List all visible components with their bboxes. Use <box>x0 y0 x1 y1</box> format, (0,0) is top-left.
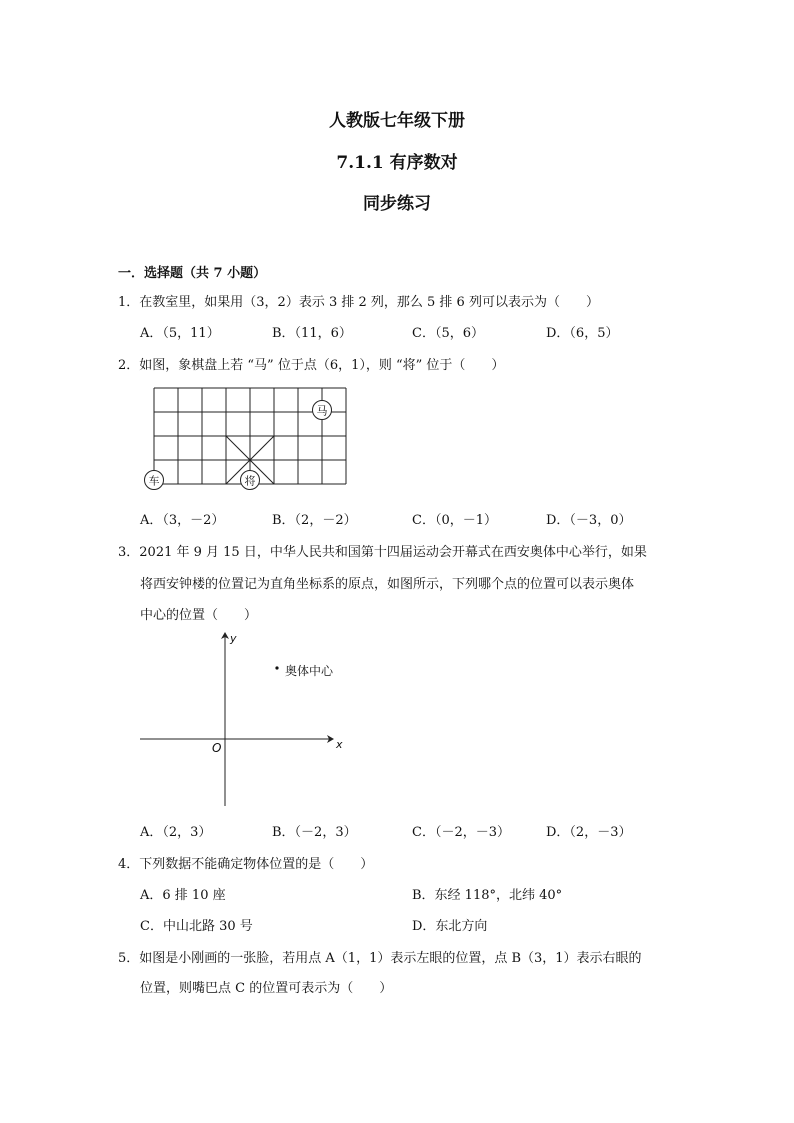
piece-jiang <box>241 471 260 490</box>
question-3-option-b: B．（－2，3） <box>272 825 357 840</box>
question-3-option-d: D．（2，－3） <box>546 825 632 840</box>
question-4-option-b: B．东经 118°，北纬 40° <box>412 888 563 903</box>
question-2-stem: 2．如图，象棋盘上若 “马” 位于点（6，1），则 “将” 位于（ ） <box>118 358 505 373</box>
section-heading: 一．选择题（共 7 小题） <box>118 266 267 281</box>
question-2-option-d: D．（－3，0） <box>546 513 632 528</box>
page-subtitle: 7.1.1 有序数对 <box>336 153 458 173</box>
question-3-stem-line3: 中心的位置（ ） <box>140 608 258 623</box>
question-2-option-c: C．（0，－1） <box>412 513 497 528</box>
question-2-option-b: B．（2，－2） <box>272 513 357 528</box>
question-4-stem: 4．下列数据不能确定物体位置的是（ ） <box>118 857 374 872</box>
page-title: 人教版七年级下册 <box>329 111 465 131</box>
question-1-option-d: D．（6，5） <box>546 326 619 341</box>
svg-text:车: 车 <box>148 474 160 488</box>
svg-text:马: 马 <box>316 404 328 418</box>
svg-text:将: 将 <box>244 474 256 488</box>
question-5-stem-line2: 位置，则嘴巴点 C 的位置可表示为（ ） <box>140 981 393 996</box>
question-4-option-c: C．中山北路 30 号 <box>140 919 253 934</box>
question-3-stem-line2: 将西安钟楼的位置记为直角坐标系的原点，如图所示，下列哪个点的位置可以表示奥体 <box>140 577 635 592</box>
y-axis-label: y <box>230 632 237 645</box>
origin-label: O <box>212 741 222 755</box>
question-5-stem-line1: 5．如图是小刚画的一张脸，若用点 A（1，1）表示左眼的位置，点 B（3，1）表示右眼的 <box>118 951 642 966</box>
question-3-option-a: A．（2，3） <box>140 825 212 840</box>
piece-che <box>145 471 164 490</box>
point-label: 奥体中心 <box>285 664 334 678</box>
x-axis-label: x <box>336 738 343 751</box>
question-4-option-a: A．6 排 10 座 <box>140 888 226 903</box>
point-marker <box>275 666 278 669</box>
page-subtitle-2: 同步练习 <box>363 194 431 214</box>
piece-ma <box>313 401 332 420</box>
question-3-stem-line1: 3．2021 年 9 月 15 日，中华人民共和国第十四届运动会开幕式在西安奥体中心举行，如果 <box>118 545 647 560</box>
question-1-option-c: C．（5，6） <box>412 326 484 341</box>
coordinate-figure <box>135 628 355 810</box>
question-1-option-b: B．（11，6） <box>272 326 352 341</box>
question-3-option-c: C．（－2，－3） <box>412 825 510 840</box>
question-1-option-a: A．（5，11） <box>140 326 220 341</box>
question-2-option-a: A．（3，－2） <box>140 513 225 528</box>
question-4-option-d: D．东北方向 <box>412 919 488 934</box>
question-1-stem: 1．在教室里，如果用（3，2）表示 3 排 2 列，那么 5 排 6 列可以表示为（ ） <box>118 295 599 310</box>
chessboard-figure <box>135 380 355 495</box>
